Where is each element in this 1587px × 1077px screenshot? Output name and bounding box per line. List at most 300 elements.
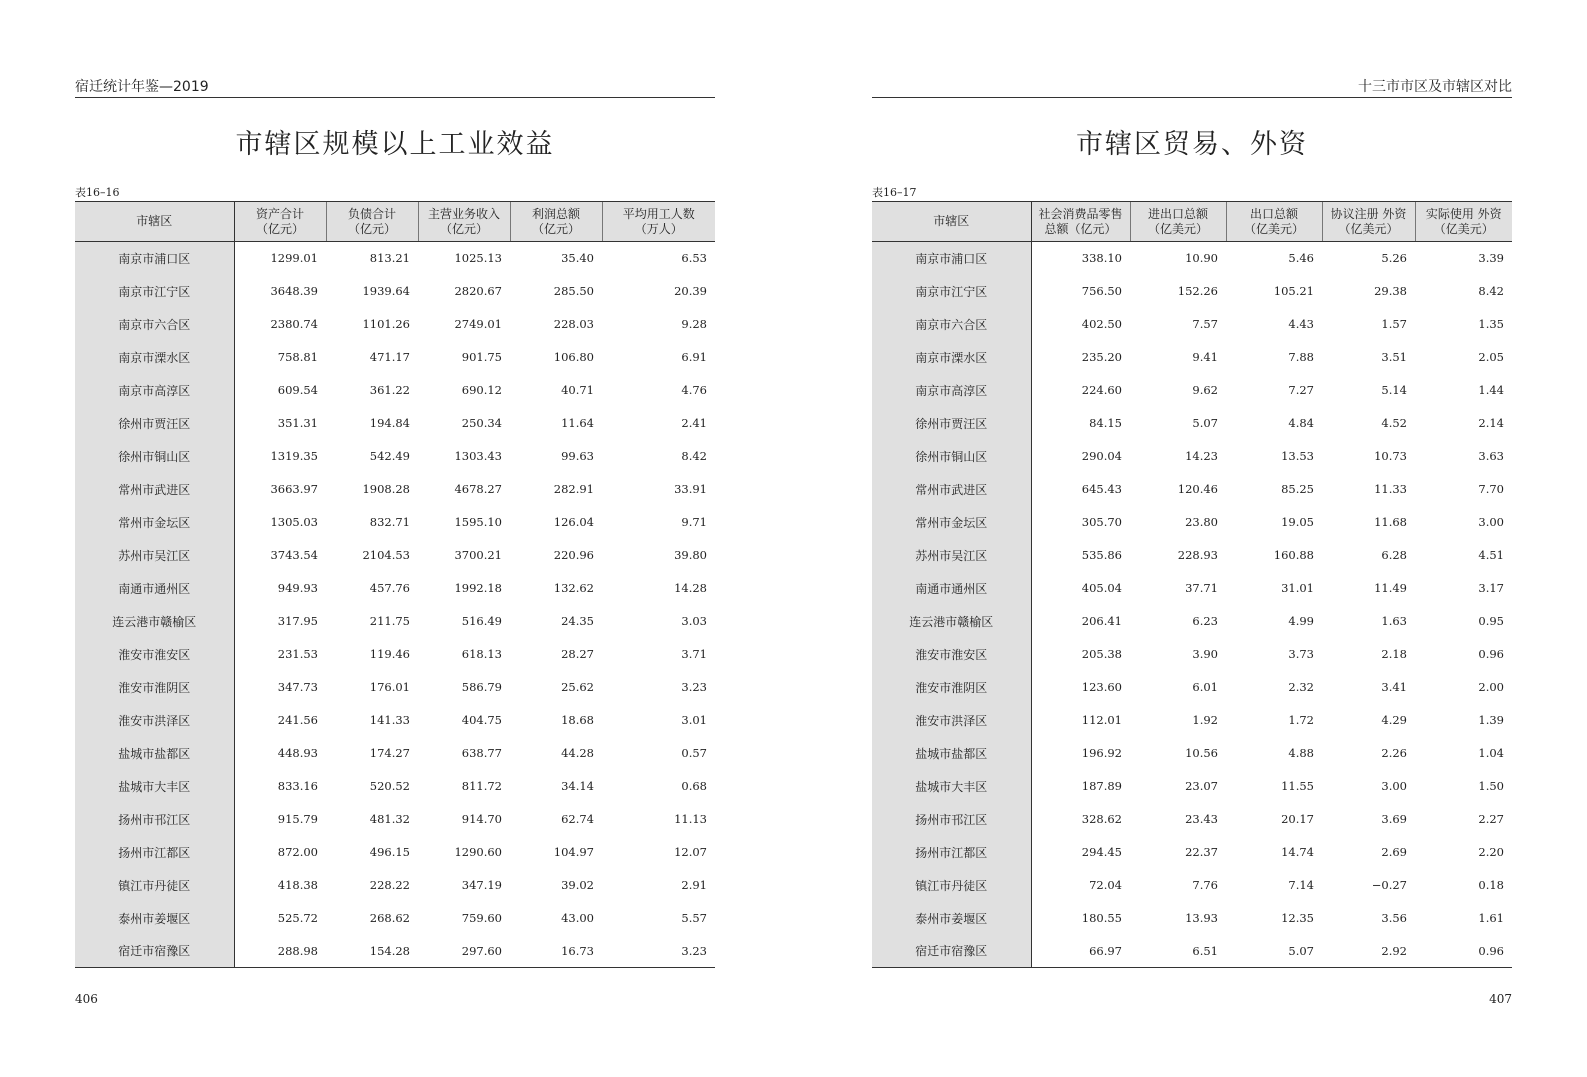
value-cell: 3.56 [1381, 911, 1407, 925]
district-name: 盐城市盐都区 [75, 737, 234, 770]
value-cell: 872.00 [277, 845, 318, 859]
value-cell: 3743.54 [270, 548, 318, 562]
table-row [75, 506, 715, 539]
running-head: 宿迁统计年鉴—2019 [75, 76, 715, 98]
value-cell: 4.52 [1381, 416, 1407, 430]
value-cell: 2.20 [1478, 845, 1504, 859]
table-row [872, 374, 1512, 407]
value-cell: 5.46 [1288, 251, 1314, 266]
value-cell: 3.73 [1288, 647, 1314, 661]
district-name: 镇江市丹徒区 [872, 869, 1031, 902]
value-cell: −0.27 [1371, 878, 1407, 892]
table-number: 表16–17 [872, 186, 917, 199]
table-row [872, 242, 1512, 275]
value-cell: 20.39 [674, 284, 707, 298]
value-cell: 2.91 [681, 878, 707, 892]
district-name: 南京市溧水区 [75, 341, 234, 374]
value-cell: 288.98 [234, 935, 326, 968]
value-cell: 174.27 [369, 746, 410, 760]
table-row [75, 803, 715, 836]
table-row [75, 704, 715, 737]
value-cell: 618.13 [461, 647, 502, 661]
district-name: 淮安市淮安区 [872, 638, 1031, 671]
value-cell: 220.96 [553, 548, 594, 562]
value-cell: 833.16 [277, 779, 318, 793]
district-name: 徐州市铜山区 [75, 440, 234, 473]
value-cell: 901.75 [461, 350, 502, 364]
table-row [872, 836, 1512, 869]
value-cell: 4.76 [681, 383, 707, 397]
column-header: 资产合计 （亿元） [234, 202, 326, 242]
value-cell: 290.04 [1081, 449, 1122, 463]
value-cell: 3.63 [1478, 449, 1504, 463]
value-cell: 1025.13 [454, 251, 502, 266]
district-name: 宿迁市宿豫区 [75, 935, 234, 968]
value-cell: 12.35 [1281, 911, 1314, 925]
district-name: 扬州市江都区 [75, 836, 234, 869]
value-cell: 3.17 [1478, 581, 1504, 595]
table-body [872, 242, 1512, 968]
value-cell: 10.56 [1185, 746, 1218, 760]
value-cell: 7.88 [1288, 350, 1314, 364]
value-cell: 418.38 [277, 878, 318, 892]
value-cell: 6.91 [681, 350, 707, 364]
value-cell: 3.01 [681, 713, 707, 727]
value-cell: 5.57 [681, 911, 707, 925]
value-cell: 7.76 [1192, 878, 1218, 892]
value-cell: 119.46 [369, 647, 410, 661]
value-cell: 0.18 [1478, 878, 1504, 892]
value-cell: 7.27 [1288, 383, 1314, 397]
value-cell: 3.51 [1381, 350, 1407, 364]
running-head: 十三市市区及市辖区对比 [872, 76, 1512, 98]
district-name: 连云港市赣榆区 [75, 605, 234, 638]
value-cell: 72.04 [1089, 878, 1122, 892]
table-row [75, 374, 715, 407]
district-name: 盐城市盐都区 [872, 737, 1031, 770]
value-cell: 29.38 [1374, 284, 1407, 298]
value-cell: 1.39 [1478, 713, 1504, 727]
value-cell: 0.57 [681, 746, 707, 760]
table-row [75, 407, 715, 440]
district-name: 淮安市淮阴区 [872, 671, 1031, 704]
value-cell: 99.63 [561, 449, 594, 463]
value-cell: 5.07 [1192, 416, 1218, 430]
page-title: 市辖区贸易、外资 [1076, 129, 1308, 160]
value-cell: 520.52 [369, 779, 410, 793]
value-cell: 8.42 [681, 449, 707, 463]
value-cell: 3663.97 [270, 482, 318, 496]
value-cell: 39.02 [561, 878, 594, 892]
value-cell: 317.95 [277, 614, 318, 628]
table-row [75, 275, 715, 308]
value-cell: 12.07 [674, 845, 707, 859]
value-cell: 3700.21 [454, 548, 502, 562]
value-cell: 16.73 [510, 935, 602, 968]
table-row [75, 671, 715, 704]
value-cell: 235.20 [1081, 350, 1122, 364]
table-row [75, 572, 715, 605]
value-cell: 297.60 [418, 935, 510, 968]
value-cell: 2.05 [1478, 350, 1504, 364]
column-header: 市辖区 [872, 202, 1031, 242]
value-cell: 1101.26 [362, 317, 410, 331]
value-cell: 126.04 [553, 515, 594, 529]
district-name: 南京市六合区 [75, 308, 234, 341]
value-cell: 2.27 [1478, 812, 1504, 826]
table-row [872, 539, 1512, 572]
value-cell: 756.50 [1081, 284, 1122, 298]
value-cell: 228.22 [369, 878, 410, 892]
value-cell: 7.14 [1288, 878, 1314, 892]
table-row [872, 737, 1512, 770]
value-cell: 351.31 [277, 416, 318, 430]
value-cell: 4.84 [1288, 416, 1314, 430]
district-name: 南通市通州区 [872, 572, 1031, 605]
value-cell: 2749.01 [454, 317, 502, 331]
value-cell: 211.75 [369, 614, 410, 628]
value-cell: 6.51 [1130, 935, 1226, 968]
table-row [75, 539, 715, 572]
value-cell: 9.41 [1192, 350, 1218, 364]
value-cell: 3.00 [1381, 779, 1407, 793]
value-cell: 2820.67 [454, 284, 502, 298]
value-cell: 404.75 [461, 713, 502, 727]
district-name: 盐城市大丰区 [872, 770, 1031, 803]
value-cell: 448.93 [277, 746, 318, 760]
value-cell: 2380.74 [270, 317, 318, 331]
table-row [872, 341, 1512, 374]
table-row [75, 242, 715, 275]
value-cell: 106.80 [553, 350, 594, 364]
value-cell: 1908.28 [362, 482, 410, 496]
value-cell: 62.74 [561, 812, 594, 826]
value-cell: 20.17 [1281, 812, 1314, 826]
district-name: 南京市六合区 [872, 308, 1031, 341]
table-row [872, 308, 1512, 341]
value-cell: 24.35 [561, 614, 594, 628]
table-row [872, 671, 1512, 704]
district-name: 南京市浦口区 [75, 242, 234, 275]
value-cell: 1.50 [1478, 779, 1504, 793]
value-cell: 282.91 [553, 482, 594, 496]
value-cell: 1305.03 [270, 515, 318, 529]
page-number: 406 [75, 992, 98, 1006]
value-cell: 10.73 [1374, 449, 1407, 463]
table-row [872, 803, 1512, 836]
value-cell: 525.72 [277, 911, 318, 925]
table-row [75, 836, 715, 869]
table-row [872, 506, 1512, 539]
value-cell: 160.88 [1273, 548, 1314, 562]
value-cell: 759.60 [461, 911, 502, 925]
value-cell: 44.28 [561, 746, 594, 760]
value-cell: 23.07 [1185, 779, 1218, 793]
value-cell: 496.15 [369, 845, 410, 859]
value-cell: 23.80 [1185, 515, 1218, 529]
value-cell: 40.71 [561, 383, 594, 397]
value-cell: 3.69 [1381, 812, 1407, 826]
value-cell: 2.00 [1478, 680, 1504, 694]
district-name: 苏州市吴江区 [75, 539, 234, 572]
page-number: 407 [1489, 992, 1512, 1006]
table-row [75, 770, 715, 803]
table-row [872, 869, 1512, 902]
table-row [872, 440, 1512, 473]
table-row [872, 605, 1512, 638]
value-cell: 7.57 [1192, 317, 1218, 331]
value-cell: 11.68 [1374, 515, 1407, 529]
value-cell: 11.64 [561, 416, 594, 430]
value-cell: 813.21 [369, 251, 410, 266]
value-cell: 1299.01 [270, 251, 318, 266]
value-cell: 13.93 [1185, 911, 1218, 925]
value-cell: 645.43 [1081, 482, 1122, 496]
value-cell: 25.62 [561, 680, 594, 694]
district-name: 南京市江宁区 [872, 275, 1031, 308]
district-name: 常州市武进区 [872, 473, 1031, 506]
value-cell: 832.71 [369, 515, 410, 529]
value-cell: 205.38 [1081, 647, 1122, 661]
value-cell: 5.07 [1226, 935, 1322, 968]
value-cell: 28.27 [561, 647, 594, 661]
table-row [75, 440, 715, 473]
value-cell: 328.62 [1081, 812, 1122, 826]
district-name: 泰州市姜堰区 [872, 902, 1031, 935]
header-row [872, 202, 1512, 242]
value-cell: 338.10 [1081, 251, 1122, 266]
right-page [872, 0, 1512, 1077]
value-cell: 11.49 [1374, 581, 1407, 595]
district-name: 苏州市吴江区 [872, 539, 1031, 572]
value-cell: 1.92 [1192, 713, 1218, 727]
table-row [75, 935, 715, 968]
value-cell: 0.96 [1478, 647, 1504, 661]
value-cell: 294.45 [1081, 845, 1122, 859]
value-cell: 3.90 [1192, 647, 1218, 661]
value-cell: 23.43 [1185, 812, 1218, 826]
value-cell: 8.42 [1478, 284, 1504, 298]
value-cell: 3.41 [1381, 680, 1407, 694]
value-cell: 43.00 [561, 911, 594, 925]
value-cell: 176.01 [369, 680, 410, 694]
value-cell: 123.60 [1081, 680, 1122, 694]
value-cell: 11.33 [1374, 482, 1407, 496]
value-cell: 154.28 [326, 935, 418, 968]
value-cell: 152.26 [1177, 284, 1218, 298]
value-cell: 361.22 [369, 383, 410, 397]
value-cell: 542.49 [369, 449, 410, 463]
table-header [872, 202, 1512, 242]
column-header: 实际使用 外资 （亿美元） [1415, 202, 1512, 242]
value-cell: 194.84 [369, 416, 410, 430]
value-cell: 1.61 [1478, 911, 1504, 925]
table-row [75, 341, 715, 374]
table-row [872, 770, 1512, 803]
table-header [75, 202, 715, 242]
value-cell: 3.23 [602, 935, 715, 968]
value-cell: 0.96 [1415, 935, 1512, 968]
value-cell: 0.95 [1478, 614, 1504, 628]
district-name: 淮安市洪泽区 [75, 704, 234, 737]
value-cell: 6.53 [681, 251, 707, 266]
value-cell: 535.86 [1081, 548, 1122, 562]
table-row [872, 407, 1512, 440]
column-header: 平均用工人数 （万人） [602, 202, 715, 242]
value-cell: 14.28 [674, 581, 707, 595]
value-cell: 187.89 [1081, 779, 1122, 793]
value-cell: 405.04 [1081, 581, 1122, 595]
value-cell: 2.32 [1288, 680, 1314, 694]
value-cell: 2104.53 [362, 548, 410, 562]
district-name: 南京市高淳区 [872, 374, 1031, 407]
table-number: 表16–16 [75, 186, 120, 199]
value-cell: 34.14 [561, 779, 594, 793]
value-cell: 914.70 [461, 812, 502, 826]
value-cell: 31.01 [1281, 581, 1314, 595]
left-page [75, 0, 715, 1077]
district-name: 淮安市洪泽区 [872, 704, 1031, 737]
value-cell: 811.72 [461, 779, 502, 793]
value-cell: 0.68 [681, 779, 707, 793]
value-cell: 2.69 [1381, 845, 1407, 859]
column-header: 协议注册 外资 （亿美元） [1322, 202, 1415, 242]
value-cell: 35.40 [561, 251, 594, 266]
value-cell: 37.71 [1185, 581, 1218, 595]
value-cell: 5.14 [1381, 383, 1407, 397]
district-name: 徐州市贾汪区 [872, 407, 1031, 440]
value-cell: 3648.39 [270, 284, 318, 298]
value-cell: 85.25 [1281, 482, 1314, 496]
district-name: 泰州市姜堰区 [75, 902, 234, 935]
value-cell: 2.26 [1381, 746, 1407, 760]
district-name: 淮安市淮安区 [75, 638, 234, 671]
value-cell: 1992.18 [454, 581, 502, 595]
value-cell: 241.56 [277, 713, 318, 727]
district-name: 镇江市丹徒区 [75, 869, 234, 902]
table-row [75, 605, 715, 638]
value-cell: 4.99 [1288, 614, 1314, 628]
value-cell: 1.44 [1478, 383, 1504, 397]
column-header: 主营业务收入 （亿元） [418, 202, 510, 242]
industry-benefit-table [75, 201, 715, 968]
value-cell: 11.55 [1281, 779, 1314, 793]
district-name: 徐州市贾汪区 [75, 407, 234, 440]
value-cell: 4.43 [1288, 317, 1314, 331]
value-cell: 758.81 [277, 350, 318, 364]
value-cell: 1595.10 [454, 515, 502, 529]
column-header: 利润总额 （亿元） [510, 202, 602, 242]
value-cell: 18.68 [561, 713, 594, 727]
value-cell: 105.21 [1273, 284, 1314, 298]
value-cell: 13.53 [1281, 449, 1314, 463]
value-cell: 915.79 [277, 812, 318, 826]
district-name: 扬州市邗江区 [872, 803, 1031, 836]
value-cell: 9.62 [1192, 383, 1218, 397]
value-cell: 4678.27 [454, 482, 502, 496]
table-row [75, 308, 715, 341]
value-cell: 132.62 [553, 581, 594, 595]
table-row [872, 572, 1512, 605]
value-cell: 638.77 [461, 746, 502, 760]
district-name: 连云港市赣榆区 [872, 605, 1031, 638]
value-cell: 457.76 [369, 581, 410, 595]
value-cell: 180.55 [1081, 911, 1122, 925]
table-row [872, 638, 1512, 671]
column-header: 负债合计 （亿元） [326, 202, 418, 242]
value-cell: 402.50 [1081, 317, 1122, 331]
value-cell: 9.28 [681, 317, 707, 331]
value-cell: 228.03 [553, 317, 594, 331]
value-cell: 1290.60 [454, 845, 502, 859]
district-name: 扬州市邗江区 [75, 803, 234, 836]
trade-investment-table [872, 201, 1512, 968]
column-header: 出口总额 （亿美元） [1226, 202, 1322, 242]
value-cell: 120.46 [1177, 482, 1218, 496]
table-row [75, 902, 715, 935]
value-cell: 9.71 [681, 515, 707, 529]
value-cell: 305.70 [1081, 515, 1122, 529]
value-cell: 14.23 [1185, 449, 1218, 463]
value-cell: 949.93 [277, 581, 318, 595]
value-cell: 1.57 [1381, 317, 1407, 331]
district-name: 盐城市大丰区 [75, 770, 234, 803]
table-row [75, 473, 715, 506]
district-name: 南通市通州区 [75, 572, 234, 605]
district-name: 常州市金坛区 [75, 506, 234, 539]
value-cell: 33.91 [674, 482, 707, 496]
value-cell: 3.00 [1478, 515, 1504, 529]
value-cell: 4.51 [1478, 548, 1504, 562]
value-cell: 471.17 [369, 350, 410, 364]
district-name: 南京市高淳区 [75, 374, 234, 407]
table-row [872, 935, 1512, 968]
value-cell: 19.05 [1281, 515, 1314, 529]
value-cell: 5.26 [1381, 251, 1407, 266]
value-cell: 2.41 [681, 416, 707, 430]
value-cell: 231.53 [277, 647, 318, 661]
district-name: 南京市溧水区 [872, 341, 1031, 374]
value-cell: 4.29 [1381, 713, 1407, 727]
value-cell: 285.50 [553, 284, 594, 298]
value-cell: 7.70 [1478, 482, 1504, 496]
value-cell: 6.28 [1381, 548, 1407, 562]
district-name: 常州市金坛区 [872, 506, 1031, 539]
value-cell: 2.92 [1322, 935, 1415, 968]
table-row [75, 638, 715, 671]
value-cell: 481.32 [369, 812, 410, 826]
value-cell: 3.71 [681, 647, 707, 661]
value-cell: 1319.35 [270, 449, 318, 463]
value-cell: 10.90 [1185, 251, 1218, 266]
district-name: 常州市武进区 [75, 473, 234, 506]
value-cell: 250.34 [461, 416, 502, 430]
district-name: 扬州市江都区 [872, 836, 1031, 869]
table-body [75, 242, 715, 968]
value-cell: 1.04 [1478, 746, 1504, 760]
value-cell: 1.63 [1381, 614, 1407, 628]
value-cell: 39.80 [674, 548, 707, 562]
value-cell: 11.13 [674, 812, 707, 826]
table-row [872, 275, 1512, 308]
column-header: 社会消费品零售 总额（亿元） [1031, 202, 1130, 242]
district-name: 宿迁市宿豫区 [872, 935, 1031, 968]
value-cell: 3.03 [681, 614, 707, 628]
table-row [872, 473, 1512, 506]
header-row [75, 202, 715, 242]
district-name: 淮安市淮阴区 [75, 671, 234, 704]
value-cell: 104.97 [553, 845, 594, 859]
